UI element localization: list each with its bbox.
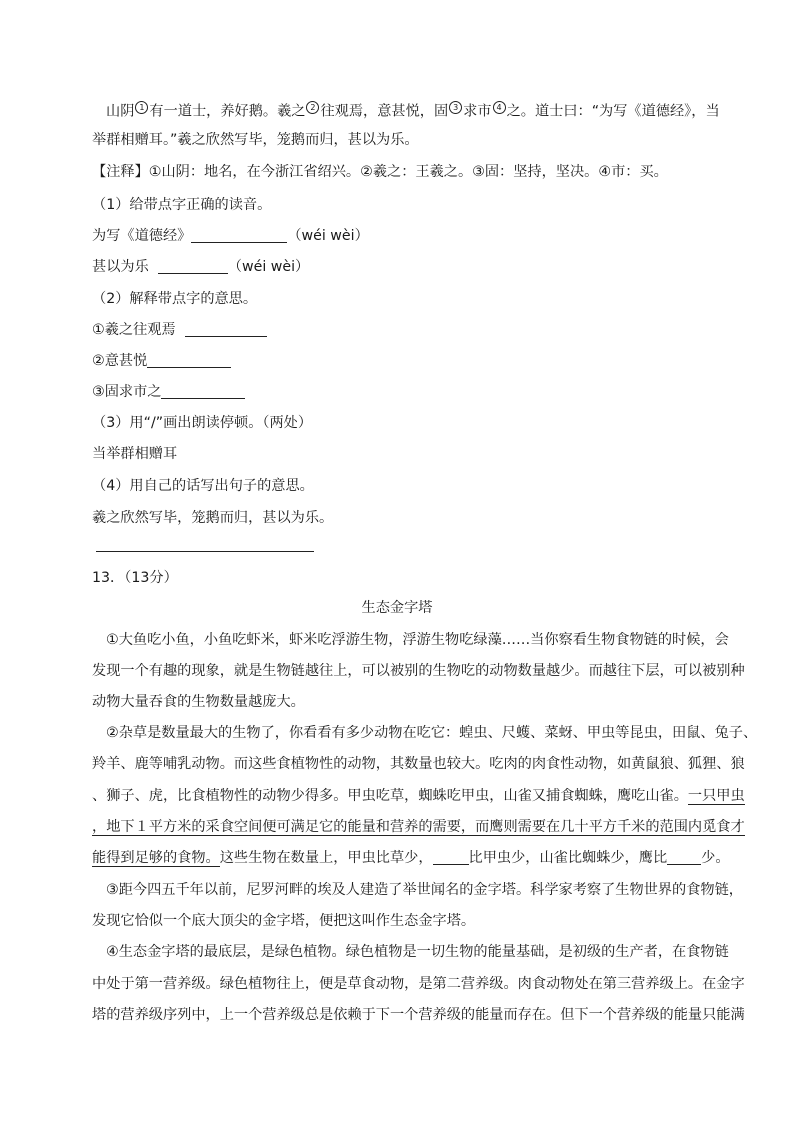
- para-3-line-2: 发现它恰似一个底大顶尖的金字塔，便把这叫作生态金字塔。: [92, 913, 476, 929]
- footnote-marker-3: 3: [449, 101, 462, 114]
- passage-text: 往观焉，意甚悦，固: [320, 103, 449, 120]
- question-4-label: （4）用自己的话写出句子的意思。: [92, 478, 314, 494]
- answer-blank[interactable]: [161, 383, 245, 399]
- answer-blank[interactable]: [158, 258, 228, 274]
- para-1-line-3: 动物大量吞食的生物数量越庞大。: [92, 694, 305, 710]
- answer-blank[interactable]: [185, 321, 267, 337]
- para-4-line-3: 塔的营养级序列中，上一个营养级总是依赖于下一个营养级的能量而存在。但下一个营养级的能量只能满: [92, 1007, 745, 1023]
- annotation-note: 【注释】①山阴：地名，在今浙江省绍兴。②羲之：王羲之。③固：坚持，坚决。④市：买。: [92, 164, 668, 180]
- para-2-line-2: 羚羊、鹿等哺乳动物。而这些食植物性的动物，其数量也较大。吃肉的肉食性动物，如黄鼠狼、狐狸、狼: [92, 756, 745, 772]
- question-1-label: （1）给带点字正确的读音。: [92, 197, 272, 213]
- para-1-line-2: 发现一个有趣的现象，就是生物链越往上，可以被别的生物吃的动物数量越少。而越往下层，可以被别种: [92, 663, 745, 679]
- pinyin-options: （wéi wèi）: [227, 259, 310, 275]
- question-2b: [92, 351, 231, 371]
- article-title: 生态金字塔: [361, 600, 433, 616]
- passage-text: 求市: [463, 103, 492, 120]
- para-2-line-1: ②杂草是数量最大的生物了，你看看有多少动物在吃它：蝗虫、尺蠖、菜蚜、甲虫等昆虫，田鼠、兔子、: [106, 725, 758, 741]
- para-text: 比甲虫少，山雀比蜘蛛少，鹰比: [468, 850, 668, 866]
- para-3-line-1: ③距今四五千年以前，尼罗河畔的埃及人建造了举世闻名的金字塔。科学家考察了生物世界的食物链，: [106, 882, 743, 898]
- question-1a: [92, 226, 369, 246]
- question-2b-text: ②意甚悦: [92, 353, 148, 369]
- footnote-marker-1: 1: [135, 101, 148, 114]
- question-1b: [92, 257, 309, 277]
- passage-text: 之。道士曰：“为写《道德经》，当: [506, 103, 720, 120]
- passage-line-1: [106, 101, 720, 122]
- para-4-line-2: 中处于第一营养级。绿色植物往上，便是草食动物，是第二营养级。肉食动物处在第三营养级上。在金字: [92, 976, 745, 992]
- passage-text: 有一道士，养好鹅。羲之: [149, 103, 306, 120]
- question-3-sentence: 当举群相赠耳: [92, 446, 178, 462]
- para-1-line-1: ①大鱼吃小鱼，小鱼吃虾米，虾米吃浮游生物，浮游生物吃绿藻……当你察看生物食物链的时候，会: [106, 632, 729, 648]
- question-1a-text: 为写《道德经》: [92, 228, 192, 244]
- answer-blank[interactable]: [147, 352, 231, 368]
- pinyin-options: （wéi wèi）: [287, 228, 369, 244]
- answer-blank[interactable]: [191, 227, 287, 243]
- para-2-line-3: [92, 786, 745, 806]
- passage-text: 山阴: [106, 103, 135, 120]
- underlined-text: 能得到足够的食物。: [92, 850, 220, 866]
- question-2-label: （2）解释带点字的意思。: [92, 291, 258, 307]
- question-2c: [92, 382, 245, 402]
- question-1b-text: 甚以为乐: [92, 259, 149, 275]
- answer-blank[interactable]: [433, 849, 469, 865]
- answer-blank[interactable]: [667, 849, 701, 865]
- question-13-header: 13．（13分）: [92, 570, 178, 586]
- para-2-line-4: [92, 817, 745, 837]
- para-4-line-1: ④生态金字塔的最底层，是绿色植物。绿色植物是一切生物的能量基础，是初级的生产者，在食物链: [106, 944, 729, 960]
- para-text: 这些生物在数量上，甲虫比草少，: [219, 850, 433, 866]
- underlined-text: ，地下１平方米的采食空间便可满足它的能量和营养的需要，而鹰则需要在几十平方千米的范围内觅食才: [92, 819, 745, 835]
- question-4-sentence: 羲之欣然写毕，笼鹅而归，甚以为乐。: [92, 510, 334, 526]
- question-2c-text: ③固求市之: [92, 384, 162, 400]
- question-2a: [92, 320, 267, 340]
- footnote-marker-2: 2: [306, 101, 319, 114]
- question-2a-text: ①羲之往观焉: [92, 322, 176, 338]
- answer-line[interactable]: [96, 551, 314, 552]
- question-3-label: （3）用“/”画出朗读停顿。（两处）: [92, 415, 313, 431]
- para-text: 、狮子、虎，比食植物性的动物少得多。甲虫吃草，蜘蛛吃甲虫，山雀又捕食蜘蛛，鹰吃山雀。: [92, 788, 688, 804]
- passage-line-2: 举群相赠耳。”羲之欣然写毕，笼鹅而归，甚以为乐。: [92, 132, 419, 148]
- footnote-marker-4: 4: [493, 101, 506, 114]
- para-text: 少。: [701, 850, 730, 866]
- underlined-text: 一只甲虫: [687, 788, 745, 804]
- para-2-line-5: [92, 848, 730, 868]
